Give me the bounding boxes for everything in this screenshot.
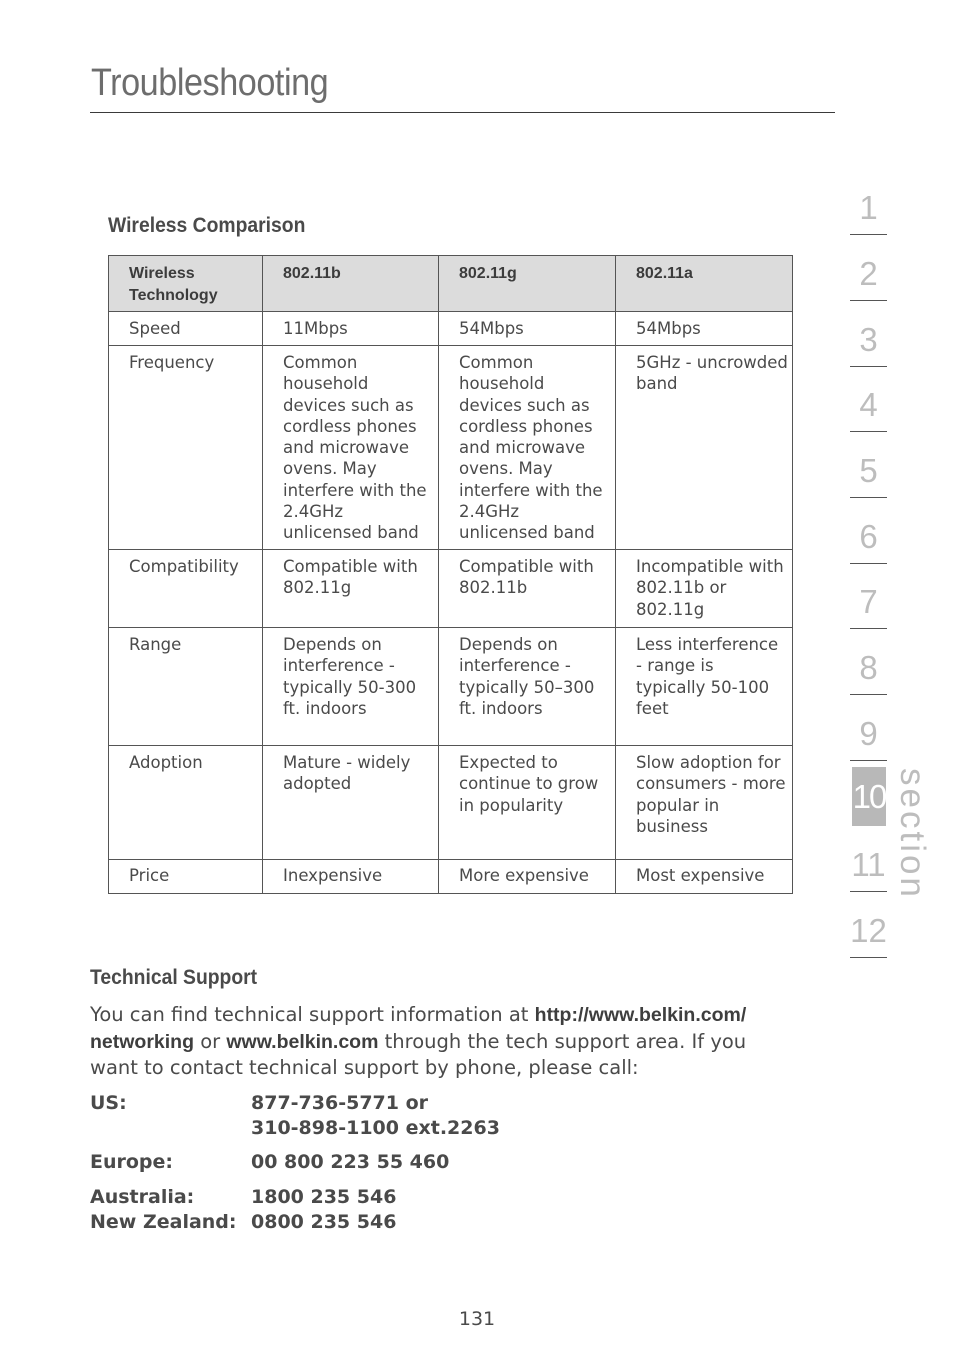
header-802-11a: 802.11a — [616, 256, 793, 312]
header-802-11g: 802.11g — [439, 256, 616, 312]
section-label: section — [893, 768, 932, 900]
section-nav-item-8[interactable]: 8 — [850, 642, 887, 695]
table-cell: Expected to continue to grow in popularity — [439, 746, 616, 860]
section-nav-item-2[interactable]: 2 — [850, 248, 887, 301]
table-cell: Slow adoption for consumers - more popular in business — [616, 746, 793, 860]
table-row-compatibility — [109, 550, 793, 628]
table-cell: Mature - widely adopted — [263, 746, 439, 860]
technical-support-heading: Technical Support — [90, 966, 258, 989]
active-section-indicator[interactable]: 10 — [852, 767, 886, 826]
table-cell: Compatible with 802.11b — [439, 550, 616, 628]
support-text: or — [194, 1029, 227, 1053]
section-nav-item-3[interactable]: 3 — [850, 314, 887, 367]
title-divider — [90, 112, 835, 113]
contact-phone: 0800 235 546 — [251, 1211, 397, 1233]
table-header-row — [109, 256, 793, 312]
table-cell: 11Mbps — [263, 312, 439, 346]
table-cell: Compatible with 802.11g — [263, 550, 439, 628]
contact-phone: 310-898-1100 ext.2263 — [251, 1117, 500, 1139]
contact-label: New Zealand: — [90, 1211, 237, 1233]
table-cell: 54Mbps — [439, 312, 616, 346]
wireless-comparison-table — [108, 255, 793, 894]
contact-phone: 00 800 223 55 460 — [251, 1151, 450, 1173]
table-cell: 54Mbps — [616, 312, 793, 346]
section-nav-item-12[interactable]: 12 — [850, 905, 887, 958]
table-row-frequency — [109, 346, 793, 550]
table-cell: Most expensive — [616, 860, 793, 894]
table-cell: Inexpensive — [263, 860, 439, 894]
table-cell: Common household devices such as cordless phones and microwave ovens. May interfere with the 2.4GHz unlicensed band — [439, 346, 616, 550]
contact-label: Europe: — [90, 1151, 174, 1173]
table-cell: 5GHz - uncrowded band — [616, 346, 793, 550]
section-nav-item-7[interactable]: 7 — [850, 576, 887, 629]
support-link-belkin[interactable]: www.belkin.com — [226, 1030, 379, 1053]
row-label: Price — [109, 860, 263, 894]
header-wireless-technology: Wireless Technology — [109, 256, 263, 312]
section-nav-item-4[interactable]: 4 — [850, 379, 887, 432]
table-cell: Common household devices such as cordless phones and microwave ovens. May interfere with the 2.4GHz unlicensed band — [263, 346, 439, 550]
table-cell: Incompatible with 802.11b or 802.11g — [616, 550, 793, 628]
table-row-adoption — [109, 746, 793, 860]
table-cell: Less interference - range is typically 50-100 feet — [616, 628, 793, 746]
header-802-11b: 802.11b — [263, 256, 439, 312]
contact-label: US: — [90, 1092, 127, 1114]
row-label: Compatibility — [109, 550, 263, 628]
section-nav-item-11[interactable]: 11 — [850, 839, 887, 892]
table-row-range — [109, 628, 793, 746]
contact-phone: 877-736-5771 or — [251, 1092, 429, 1114]
section-nav-item-1[interactable]: 1 — [850, 182, 887, 235]
contact-label: Australia: — [90, 1186, 195, 1208]
section-nav-item-5[interactable]: 5 — [850, 445, 887, 498]
contact-phone: 1800 235 546 — [251, 1186, 397, 1208]
page-number: 131 — [458, 1308, 496, 1330]
wireless-comparison-heading: Wireless Comparison — [108, 214, 306, 237]
table-cell: Depends on interference - typically 50-300 ft. indoors — [263, 628, 439, 746]
support-text: through the tech support area. If you want to contact technical support by phone, please call: — [90, 1029, 747, 1080]
table-cell: More expensive — [439, 860, 616, 894]
section-nav-item-9[interactable]: 9 — [850, 708, 887, 761]
row-label: Speed — [109, 312, 263, 346]
row-label: Adoption — [109, 746, 263, 860]
section-nav-item-6[interactable]: 6 — [850, 511, 887, 564]
support-text: You can find technical support information at — [90, 1003, 535, 1026]
row-label: Range — [109, 628, 263, 746]
table-row-price — [109, 860, 793, 894]
table-cell: Depends on interference - typically 50–300 ft. indoors — [439, 628, 616, 746]
support-link-networking[interactable]: http://www.belkin.com/ networking — [90, 1004, 747, 1053]
row-label: Frequency — [109, 346, 263, 550]
table-row-speed — [109, 312, 793, 346]
support-paragraph — [90, 1002, 800, 1082]
page-title: Troubleshooting — [91, 62, 329, 104]
